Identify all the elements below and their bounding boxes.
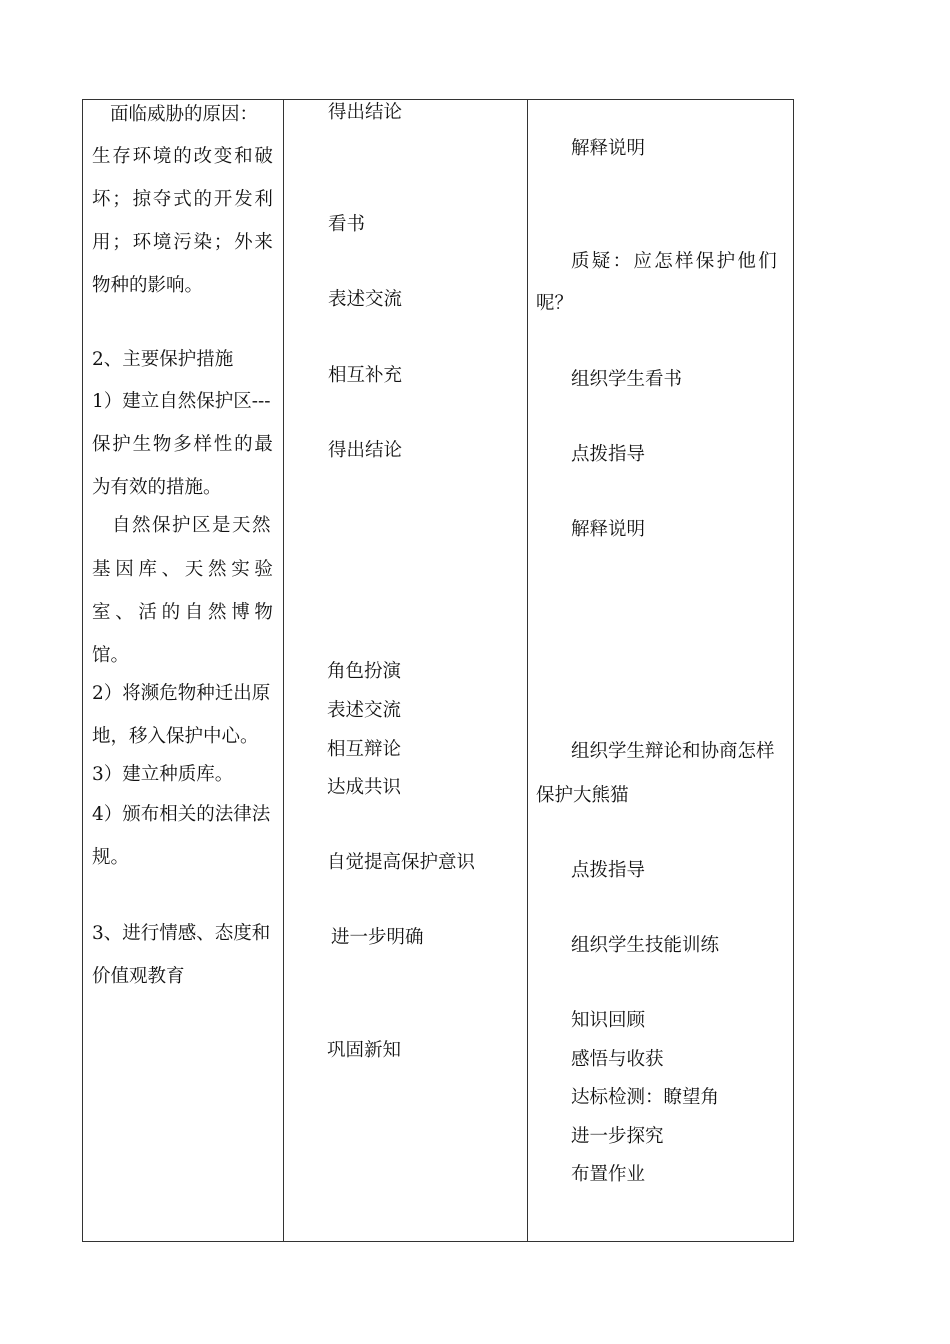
threat-reasons-line: 用；环境污染；外来 (92, 232, 275, 253)
measure-item: 2）将濒危物种迁出原 (92, 683, 271, 704)
teacher-activity: 感悟与收获 (571, 1049, 664, 1070)
teacher-activity: 布置作业 (571, 1164, 646, 1185)
reserve-note: 室、活的自然博物 (92, 602, 278, 623)
teacher-activity: 质疑：应怎样保护他们 (571, 251, 780, 272)
student-activity: 达成共识 (327, 777, 402, 798)
reserve-note: 馆。 (92, 645, 130, 666)
reserve-note: 自然保护区是天然 (112, 515, 273, 536)
student-activity: 表述交流 (328, 289, 403, 310)
measure-item: 1）建立自然保护区--- (92, 391, 271, 412)
teacher-activity: 知识回顾 (571, 1010, 646, 1031)
student-activity: 自觉提高保护意识 (327, 852, 476, 873)
threat-reasons-line: 坏；掠夺式的开发利 (92, 189, 275, 210)
student-activity: 得出结论 (328, 440, 403, 461)
student-activity: 巩固新知 (327, 1040, 402, 1061)
teacher-activity: 组织学生辩论和协商怎样 (571, 741, 775, 762)
teacher-activity: 点拨指导 (571, 860, 646, 881)
student-activity: 角色扮演 (327, 661, 402, 682)
section-heading-values-education: 3、进行情感、态度和 (92, 923, 271, 944)
section-heading-protection-measures: 2、主要保护措施 (92, 349, 234, 370)
measure-item: 规。 (92, 847, 130, 868)
student-activity: 相互补充 (328, 365, 403, 386)
student-activity: 相互辩论 (327, 739, 402, 760)
threat-reasons-heading: 面临威胁的原因： (110, 104, 259, 125)
student-activity: 表述交流 (327, 700, 402, 721)
teacher-activity: 组织学生看书 (571, 369, 683, 390)
student-activity: 看书 (328, 214, 366, 235)
measure-item: 为有效的措施。 (92, 477, 222, 498)
reserve-note: 基因库、天然实验 (92, 559, 278, 580)
measure-item: 保护生物多样性的最 (92, 434, 275, 455)
student-activity: 得出结论 (328, 102, 403, 123)
teacher-activity: 达标检测：瞭望角 (571, 1087, 720, 1108)
student-activity: 进一步明确 (331, 927, 424, 948)
column-divider-1 (283, 100, 284, 1241)
teacher-activity: 点拨指导 (571, 444, 646, 465)
measure-item: 3）建立种质库。 (92, 764, 234, 785)
teacher-activity: 组织学生技能训练 (571, 935, 720, 956)
measure-item: 地，移入保护中心。 (92, 726, 259, 747)
teacher-activity: 保护大熊猫 (536, 785, 629, 806)
teacher-activity: 解释说明 (571, 138, 646, 159)
column-divider-2 (527, 100, 528, 1241)
measure-item: 4）颁布相关的法律法 (92, 804, 271, 825)
section-heading-values-education: 价值观教育 (92, 966, 185, 987)
teacher-activity: 呢？ (536, 293, 574, 314)
teacher-activity: 解释说明 (571, 519, 646, 540)
threat-reasons-line: 物种的影响。 (92, 275, 204, 296)
teacher-activity: 进一步探究 (571, 1126, 664, 1147)
threat-reasons-line: 生存环境的改变和破 (92, 146, 275, 167)
